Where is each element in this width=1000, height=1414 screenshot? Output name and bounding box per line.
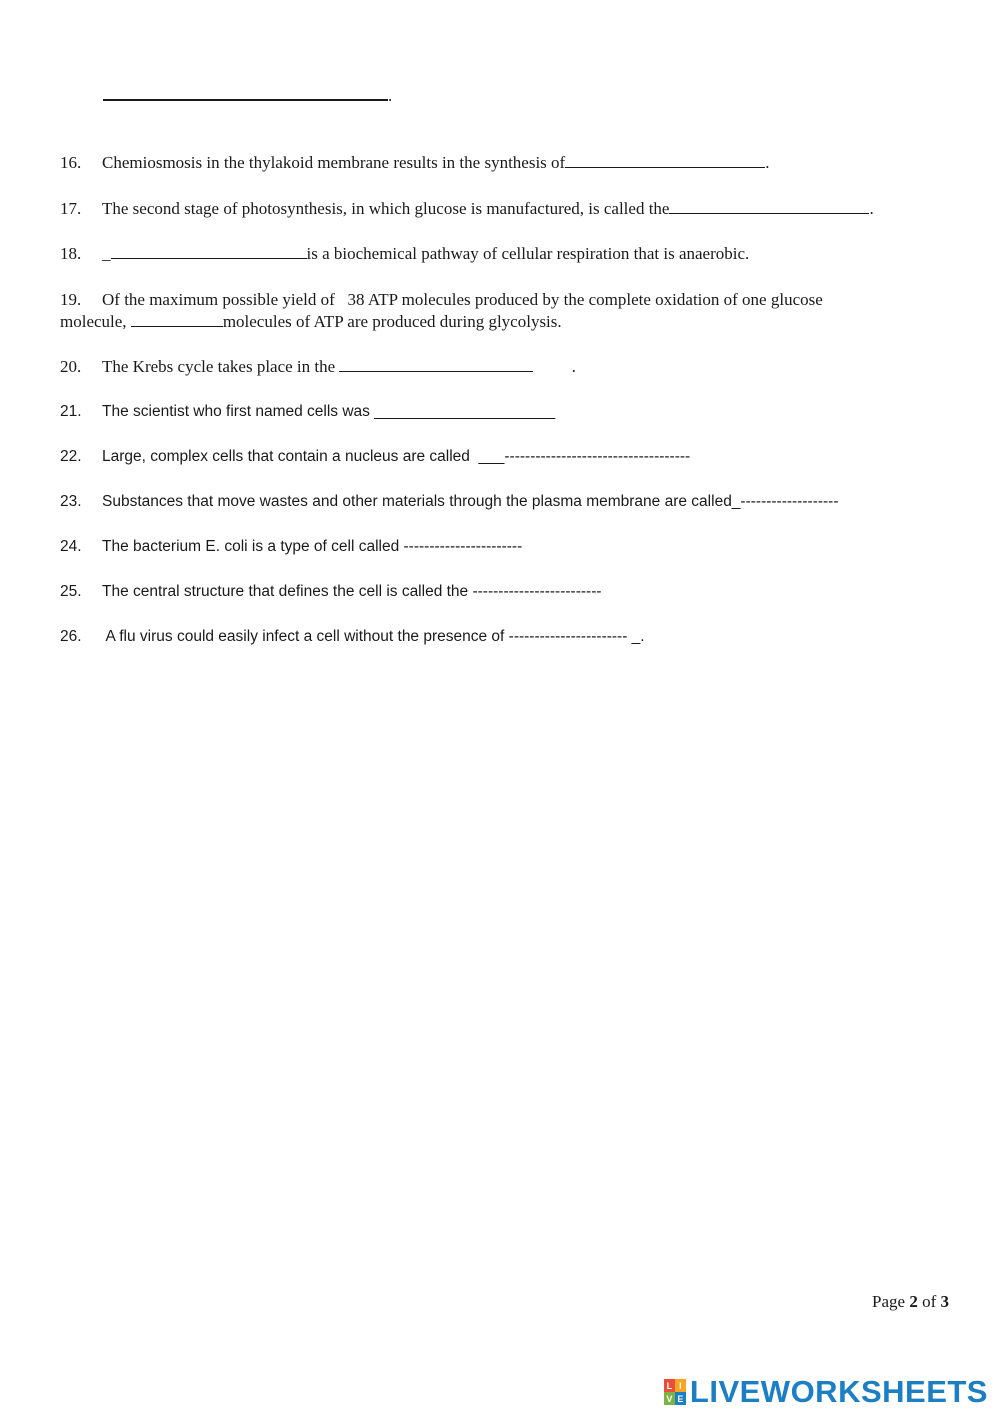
answer-blank-16[interactable] [565,153,765,168]
question-20: 20. The Krebs cycle takes place in the . [60,357,576,376]
question-19: 19. Of the maximum possible yield of 38 ATP molecules produced by the complete oxidation of one glucose [60,290,823,309]
question-22: 22. Large, complex cells that contain a nucleus are called ___------------------------------------ [60,448,691,465]
question-21: 21. The scientist who first named cells was _____________________ [60,403,556,420]
liveworksheets-logo [664,1374,988,1410]
question-17: 17. The second stage of photosynthesis, in which glucose is manufactured, is called the . [60,199,874,218]
question-25: 25. The central structure that defines the cell is called the ------------------------- [60,583,602,600]
question-26: 26. A flu virus could easily infect a cell without the presence of ----------------------- _. [60,628,645,645]
top-answer-blank[interactable]: . [103,85,392,106]
answer-blank-18[interactable] [111,244,307,259]
answer-blank-19[interactable] [131,312,223,327]
question-24: 24. The bacterium E. coli is a type of cell called ----------------------- [60,538,523,555]
answer-blank-20[interactable] [339,357,533,372]
logo-badge-icon: L I V E [664,1379,686,1405]
question-18: 18. _ is a biochemical pathway of cellular respiration that is anaerobic. [60,244,750,263]
question-19-line2: molecule, molecules of ATP are produced during glycolysis. [60,312,562,331]
question-16: 16. Chemiosmosis in the thylakoid membrane results in the synthesis of . [60,153,770,172]
question-23: 23. Substances that move wastes and other materials through the plasma membrane are called_------------------- [60,493,839,510]
logo-text: LIVEWORKSHEETS [689,1374,988,1409]
answer-blank-17[interactable] [669,199,869,214]
page-number: Page 2 of 3 [872,1292,949,1311]
